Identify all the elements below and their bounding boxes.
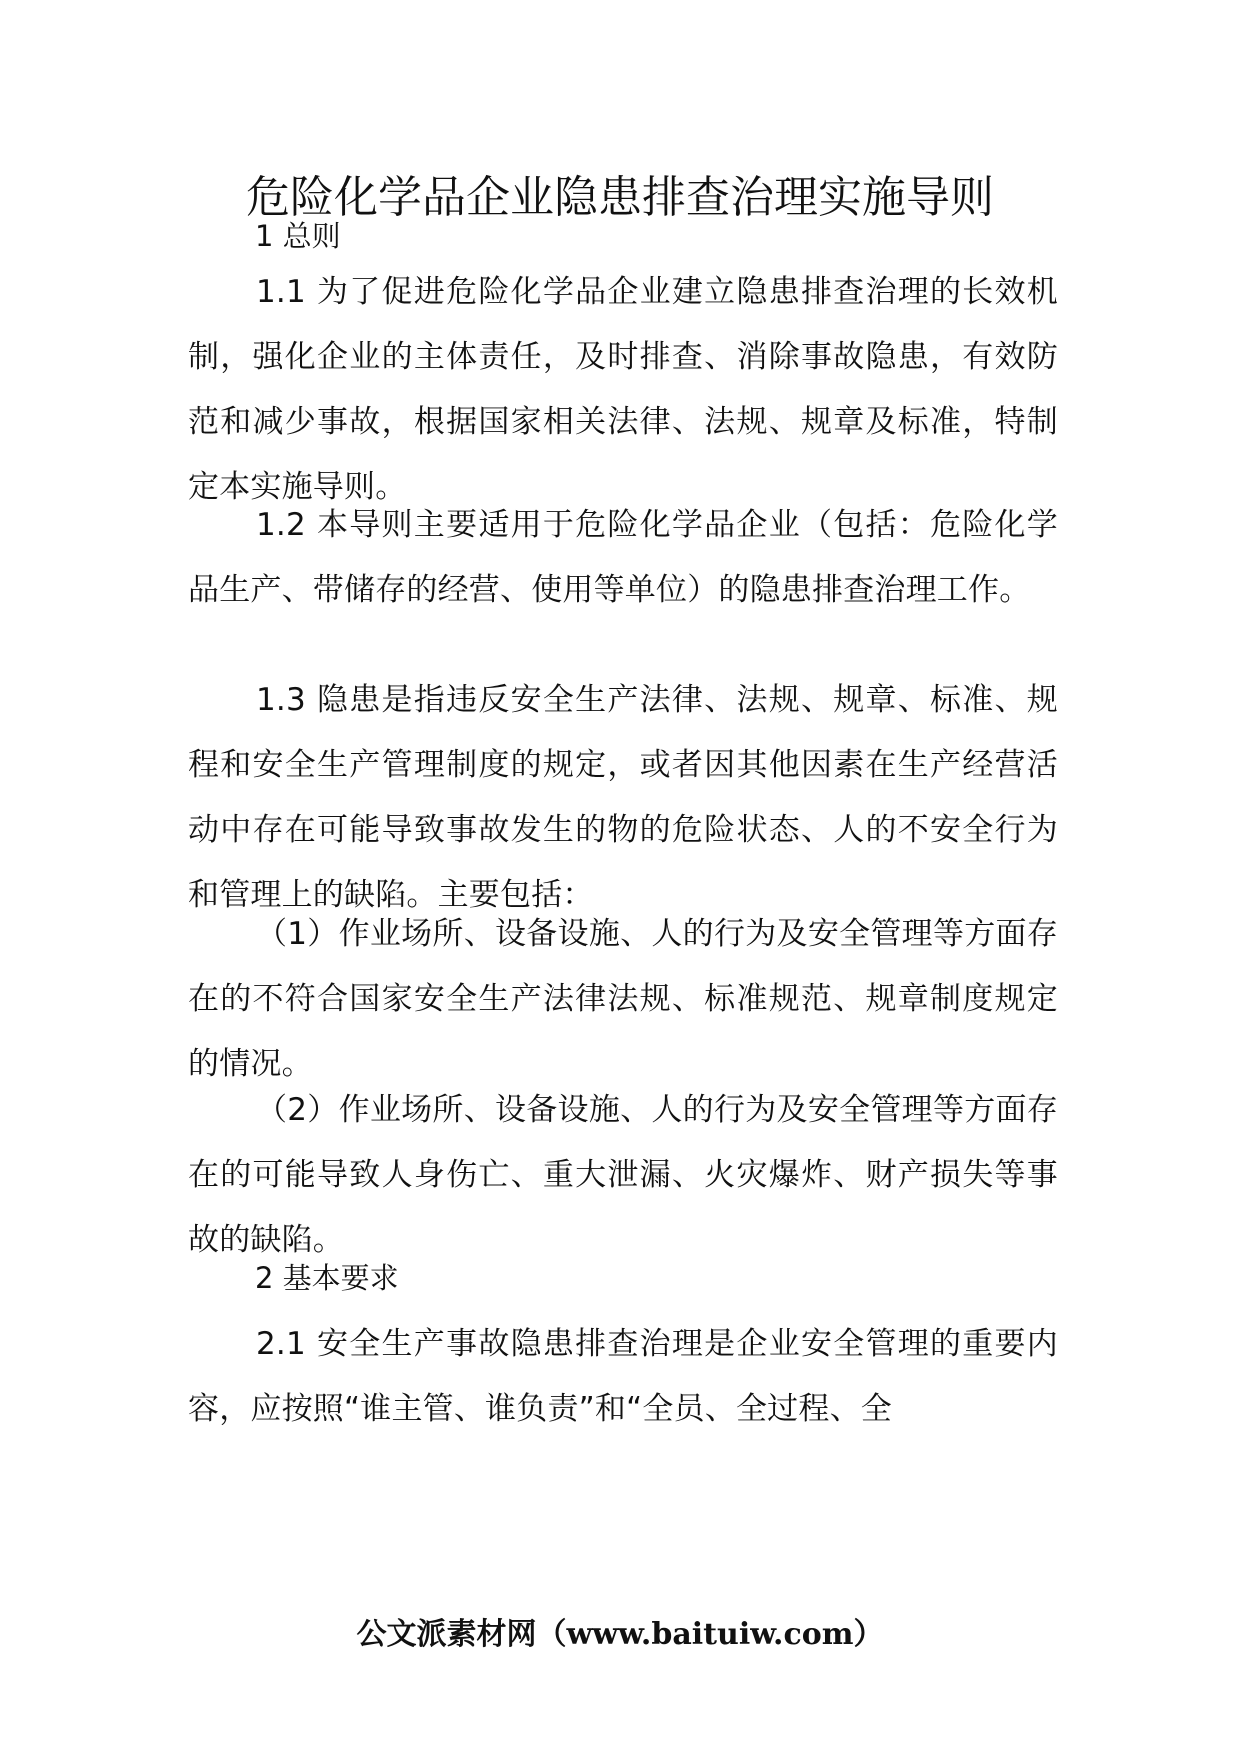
document-title: 危险化学品企业隐患排查治理实施导则: [246, 172, 994, 223]
section-heading-general: 1 总则: [255, 219, 341, 253]
list-item-2: （2）作业场所、设备设施、人的行为及安全管理等方面存在的可能导致人身伤亡、重大泄漏、火灾爆炸、财产损失等事故的缺陷。: [188, 1092, 1058, 1258]
paragraph-1-2: 1.2 本导则主要适用于危险化学品企业（包括：危险化学品生产、带储存的经营、使用等单位）的隐患排查治理工作。: [188, 507, 1058, 608]
paragraph-1-1: 1.1 为了促进危险化学品企业建立隐患排查治理的长效机制，强化企业的主体责任，及时排查、消除事故隐患，有效防范和减少事故，根据国家相关法律、法规、规章及标准，特制定本实施导则。: [188, 274, 1058, 505]
paragraph-2-1: 2.1 安全生产事故隐患排查治理是企业安全管理的重要内容，应按照“谁主管、谁负责”和“全员、全过程、全: [188, 1326, 1058, 1427]
section-heading-basic-requirements: 2 基本要求: [255, 1261, 399, 1295]
list-item-1: （1）作业场所、设备设施、人的行为及安全管理等方面存在的不符合国家安全生产法律法规、标准规范、规章制度规定的情况。: [188, 916, 1058, 1082]
footer-watermark: 公文派素材网（www.baituiw.com）: [356, 1617, 884, 1652]
paragraph-1-3: 1.3 隐患是指违反安全生产法律、法规、规章、标准、规程和安全生产管理制度的规定，或者因其他因素在生产经营活动中存在可能导致事故发生的物的危险状态、人的不安全行为和管理上的缺陷。主要包括：: [188, 682, 1058, 913]
